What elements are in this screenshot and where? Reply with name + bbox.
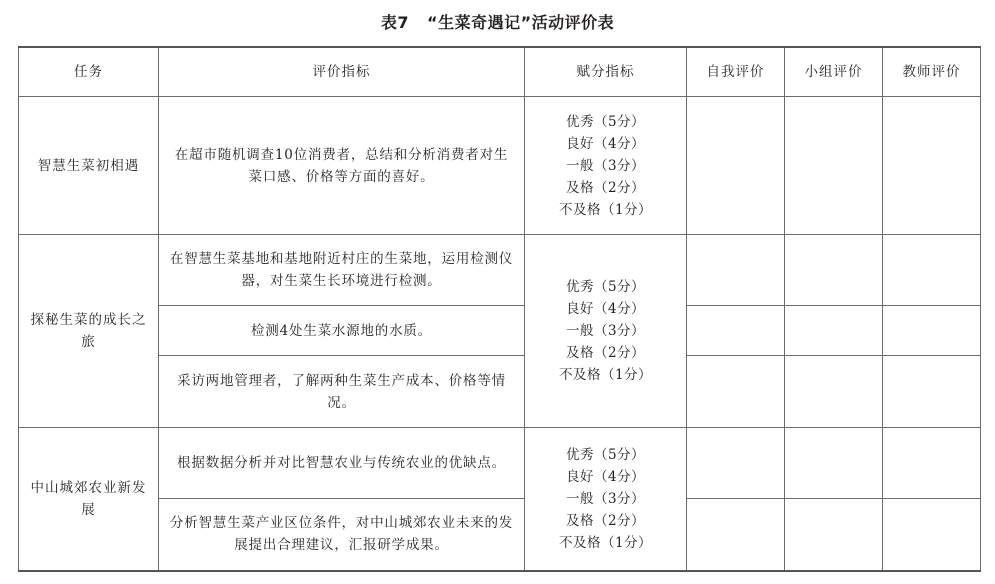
table-row xyxy=(19,428,981,499)
table-title-text: “生菜奇遇记”活动评价表 xyxy=(427,13,615,32)
scoring-cell xyxy=(525,235,687,428)
score-level: 不及格（1分） xyxy=(558,534,653,551)
scoring-list xyxy=(525,276,686,386)
indicator-cell: 分析智慧生菜产业区位条件，对中山城郊农业未来的发展提出合理建议，汇报研学成果。 xyxy=(159,499,525,571)
header-row xyxy=(19,47,981,97)
indicator-cell: 在超市随机调查10位消费者，总结和分析消费者对生菜口感、价格等方面的喜好。 xyxy=(159,97,525,235)
header-teacher-eval: 教师评价 xyxy=(883,47,981,97)
teacher-eval-cell[interactable] xyxy=(883,235,981,306)
score-level: 及格（2分） xyxy=(565,512,646,529)
teacher-eval-cell[interactable] xyxy=(883,499,981,571)
self-eval-cell[interactable] xyxy=(687,499,785,571)
evaluation-table xyxy=(18,46,981,572)
score-level: 不及格（1分） xyxy=(558,201,653,218)
header-self-eval: 自我评价 xyxy=(687,47,785,97)
table-row xyxy=(19,499,981,571)
task-cell: 探秘生菜的成长之旅 xyxy=(19,235,159,428)
teacher-eval-cell[interactable] xyxy=(883,356,981,428)
self-eval-cell[interactable] xyxy=(687,356,785,428)
table-row xyxy=(19,235,981,306)
table-row xyxy=(19,97,981,235)
score-level: 一般（3分） xyxy=(565,323,646,339)
score-level: 良好（4分） xyxy=(565,468,646,485)
teacher-eval-cell[interactable] xyxy=(883,428,981,499)
score-level: 优秀（5分） xyxy=(565,279,646,295)
indicator-cell: 采访两地管理者，了解两种生菜生产成本、价格等情况。 xyxy=(159,356,525,428)
self-eval-cell[interactable] xyxy=(687,97,785,235)
teacher-eval-cell[interactable] xyxy=(883,306,981,356)
score-level: 优秀（5分） xyxy=(565,446,646,463)
task-cell: 智慧生菜初相遇 xyxy=(19,97,159,235)
score-level: 不及格（1分） xyxy=(558,367,653,383)
group-eval-cell[interactable] xyxy=(785,306,883,356)
teacher-eval-cell[interactable] xyxy=(883,97,981,235)
table-title xyxy=(0,10,995,33)
header-task: 任务 xyxy=(19,47,159,97)
score-level: 良好（4分） xyxy=(565,301,646,317)
group-eval-cell[interactable] xyxy=(785,499,883,571)
table-row xyxy=(19,356,981,428)
score-level: 优秀（5分） xyxy=(565,113,646,130)
score-level: 及格（2分） xyxy=(565,345,646,361)
scoring-list xyxy=(525,111,686,221)
scoring-list xyxy=(525,444,686,554)
self-eval-cell[interactable] xyxy=(687,428,785,499)
score-level: 及格（2分） xyxy=(565,179,646,196)
group-eval-cell[interactable] xyxy=(785,235,883,306)
header-scoring: 赋分指标 xyxy=(525,47,687,97)
table-number: 表7 xyxy=(380,13,410,32)
indicator-cell: 检测4处生菜水源地的水质。 xyxy=(159,306,525,356)
self-eval-cell[interactable] xyxy=(687,235,785,306)
self-eval-cell[interactable] xyxy=(687,306,785,356)
score-level: 良好（4分） xyxy=(565,135,646,152)
header-group-eval: 小组评价 xyxy=(785,47,883,97)
score-level: 一般（3分） xyxy=(565,490,646,507)
task-cell: 中山城郊农业新发展 xyxy=(19,428,159,571)
score-level: 一般（3分） xyxy=(565,157,646,174)
table-row xyxy=(19,306,981,356)
group-eval-cell[interactable] xyxy=(785,97,883,235)
header-indicator: 评价指标 xyxy=(159,47,525,97)
scoring-cell xyxy=(525,97,687,235)
indicator-cell: 在智慧生菜基地和基地附近村庄的生菜地，运用检测仪器，对生菜生长环境进行检测。 xyxy=(159,235,525,306)
group-eval-cell[interactable] xyxy=(785,428,883,499)
indicator-cell: 根据数据分析并对比智慧农业与传统农业的优缺点。 xyxy=(159,428,525,499)
scoring-cell xyxy=(525,428,687,571)
group-eval-cell[interactable] xyxy=(785,356,883,428)
